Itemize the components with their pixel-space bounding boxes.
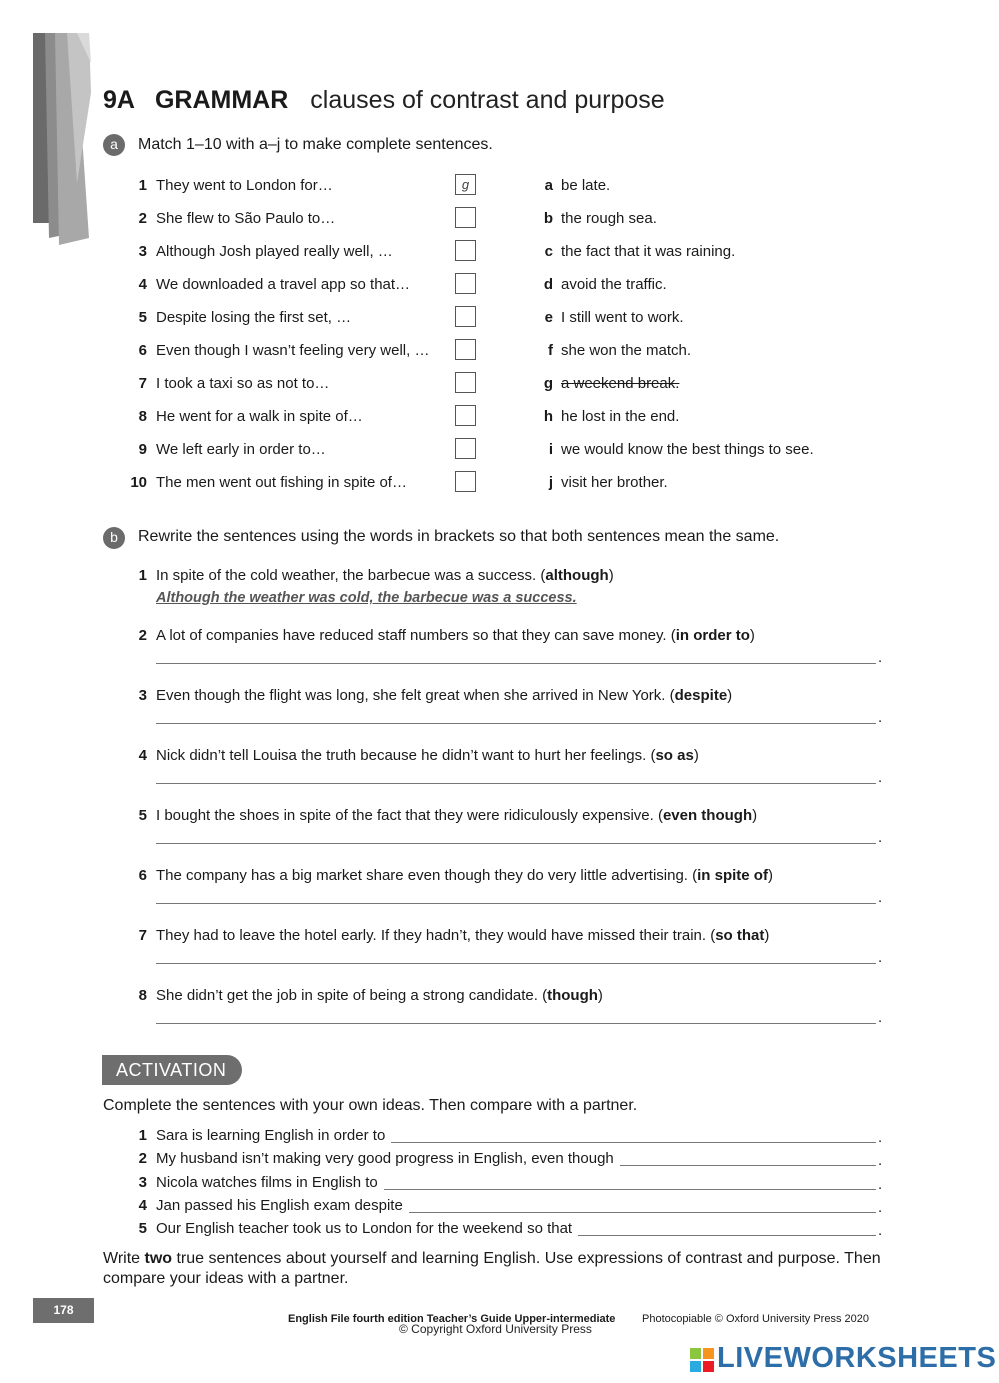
item-number: 1 (138, 567, 147, 584)
rewrite-item (0, 807, 999, 847)
sentence-ending: be late. (561, 177, 611, 194)
sentence-text: Nick didn’t tell Louisa the truth because he didn’t want to hurt her feelings. (so as) (156, 747, 699, 764)
keyword: so as (655, 747, 694, 764)
item-number: 8 (138, 987, 147, 1004)
activation-instruction: Complete the sentences with your own ideas. Then compare with a partner. (103, 1097, 638, 1114)
rewrite-item (0, 867, 999, 907)
part-b-badge: b (103, 527, 125, 549)
sentence-start: Despite losing the first set, … (156, 309, 352, 326)
item-number: 4 (138, 1197, 147, 1214)
item-number: 4 (138, 747, 147, 764)
answer-box[interactable]: g (455, 174, 476, 195)
line-end: . (878, 649, 883, 666)
sentence-ending: avoid the traffic. (561, 276, 667, 293)
answer-box[interactable] (455, 438, 476, 459)
line-end: . (878, 949, 883, 966)
section-subtitle: clauses of contrast and purpose (310, 86, 665, 114)
line-end: . (878, 1009, 883, 1026)
line-end: . (878, 1199, 883, 1216)
answer-box[interactable] (455, 240, 476, 261)
line-end: . (878, 889, 883, 906)
rewrite-item (0, 747, 999, 787)
sentence-start: The men went out fishing in spite of… (156, 474, 407, 491)
answer-box[interactable] (455, 372, 476, 393)
book-title: English File fourth edition Teacher’s Guide Upper-intermediate (288, 1313, 616, 1325)
part-a-instruction: Match 1–10 with a–j to make complete sentences. (138, 136, 493, 153)
ending-letter: d (543, 276, 553, 293)
sentence-start: My husband isn’t making very good progress in English, even though (156, 1150, 614, 1167)
answer-box[interactable] (455, 339, 476, 360)
sentence-ending: the rough sea. (561, 210, 657, 227)
ending-letter: c (544, 243, 553, 260)
ending-letter: e (544, 309, 553, 326)
sentence-ending: visit her brother. (561, 474, 668, 491)
item-number: 6 (138, 342, 147, 359)
answer-line[interactable] (620, 1165, 876, 1166)
match-row (0, 441, 999, 465)
sentence-start: She flew to São Paulo to… (156, 210, 336, 227)
sentence-text: A lot of companies have reduced staff numbers so that they can save money. (in order to) (156, 627, 755, 644)
answer-line[interactable] (409, 1212, 876, 1213)
item-number: 1 (138, 177, 147, 194)
sentence-start: Jan passed his English exam despite (156, 1197, 403, 1214)
sentence-text: They had to leave the hotel early. If they hadn’t, they would have missed their train. (so that) (156, 927, 770, 944)
item-number: 1 (138, 1127, 147, 1144)
keyword: even though (662, 807, 753, 824)
answer-line[interactable] (156, 903, 876, 904)
sentence-ending: she won the match. (561, 342, 692, 359)
sentence-start: Sara is learning English in order to (156, 1127, 386, 1144)
item-number: 2 (138, 627, 147, 644)
rewrite-item (0, 627, 999, 667)
answer-line[interactable] (156, 783, 876, 784)
keyword: despite (674, 687, 728, 704)
item-number: 5 (138, 309, 147, 326)
sentence-ending: he lost in the end. (561, 408, 680, 425)
item-number: 2 (138, 1150, 147, 1167)
sentence-ending: a weekend break. (561, 375, 680, 392)
sentence-start: I took a taxi so as not to… (156, 375, 330, 392)
sentence-start: We left early in order to… (156, 441, 326, 458)
sentence-text: In spite of the cold weather, the barbecue was a success. (although) (156, 567, 614, 584)
sentence-text: Even though the flight was long, she felt great when she arrived in New York. (despite) (156, 687, 733, 704)
rewrite-item (0, 567, 999, 607)
item-number: 6 (138, 867, 147, 884)
match-row (0, 309, 999, 333)
line-end: . (878, 1129, 883, 1146)
ending-letter: h (543, 408, 553, 425)
item-number: 3 (138, 243, 147, 260)
ending-letter: j (548, 474, 553, 491)
match-row (0, 342, 999, 366)
rewrite-item (0, 687, 999, 727)
line-end: . (878, 769, 883, 786)
answer-box[interactable] (455, 306, 476, 327)
sentence-ending: the fact that it was raining. (561, 243, 736, 260)
ending-letter: g (543, 375, 553, 392)
activation-banner: ACTIVATION (102, 1055, 242, 1085)
sentence-start: Nicola watches films in English to (156, 1174, 378, 1191)
answer-line[interactable] (156, 963, 876, 964)
writing-task: Write two true sentences about yourself and learning English. Use expressions of contrast and purpose. Then compare your ideas with a partner. (103, 1250, 881, 1287)
item-number: 2 (138, 210, 147, 227)
activation-item (0, 1220, 999, 1240)
activation-item (0, 1127, 999, 1147)
item-number: 5 (138, 1220, 147, 1237)
answer-line[interactable] (156, 843, 876, 844)
sentence-start: Our English teacher took us to London for the weekend so that (156, 1220, 573, 1237)
answer-line[interactable] (156, 1023, 876, 1024)
item-number: 8 (138, 408, 147, 425)
match-row (0, 408, 999, 432)
page-title (103, 84, 665, 116)
sentence-text: I bought the shoes in spite of the fact that they were ridiculously expensive. (even though) (156, 807, 758, 824)
item-number: 10 (130, 474, 147, 491)
match-row (0, 474, 999, 498)
rewrite-item (0, 927, 999, 967)
activation-item (0, 1174, 999, 1194)
answer-box[interactable] (455, 471, 476, 492)
item-number: 3 (138, 687, 147, 704)
unit-code: 9A (103, 86, 135, 114)
section-name: GRAMMAR (154, 86, 289, 114)
sentence-start: Even though I wasn’t feeling very well, … (156, 342, 430, 359)
sentence-text: She didn’t get the job in spite of being a strong candidate. (though) (156, 987, 603, 1004)
ending-letter: b (543, 210, 553, 227)
item-number: 7 (138, 375, 147, 392)
example-answer: Although the weather was cold, the barbecue was a success. (156, 590, 577, 606)
answer-box[interactable] (455, 207, 476, 228)
page-number: 178 (33, 1298, 94, 1323)
rewrite-item (0, 987, 999, 1027)
activation-item (0, 1150, 999, 1170)
keyword: although (545, 567, 609, 584)
line-end: . (878, 1176, 883, 1193)
match-row (0, 210, 999, 234)
liveworksheets-brand[interactable]: LIVEWORKSHEETS (717, 1342, 997, 1374)
item-number: 7 (138, 927, 147, 944)
answer-line[interactable] (391, 1142, 876, 1143)
part-a-badge: a (103, 134, 125, 156)
sentence-start: Although Josh played really well, … (156, 243, 393, 260)
line-end: . (878, 829, 883, 846)
copyright-notice: © Copyright Oxford University Press (399, 1322, 592, 1336)
sentence-start: He went for a walk in spite of… (156, 408, 363, 425)
match-row (0, 276, 999, 300)
liveworksheets-logo-icon (690, 1344, 716, 1374)
answer-box[interactable] (455, 273, 476, 294)
ending-letter: i (548, 441, 553, 458)
part-b-instruction: Rewrite the sentences using the words in brackets so that both sentences mean the same. (138, 528, 780, 545)
answer-line[interactable] (156, 663, 876, 664)
item-number: 5 (138, 807, 147, 824)
item-number: 3 (138, 1174, 147, 1191)
sentence-start: They went to London for… (156, 177, 333, 194)
ending-letter: f (548, 342, 553, 359)
match-row (0, 375, 999, 399)
answer-line[interactable] (156, 723, 876, 724)
answer-box[interactable] (455, 405, 476, 426)
keyword: so that (715, 927, 765, 944)
keyword: though (547, 987, 598, 1004)
line-end: . (878, 709, 883, 726)
line-end: . (878, 1152, 883, 1169)
photocopiable-notice: Photocopiable © Oxford University Press 2020 (642, 1313, 869, 1325)
match-row (0, 243, 999, 267)
match-row (0, 177, 999, 201)
sentence-start: We downloaded a travel app so that… (156, 276, 411, 293)
sentence-text: The company has a big market share even though they do very little advertising. (in spite of) (156, 867, 773, 884)
answer-line[interactable] (578, 1235, 876, 1236)
item-number: 9 (138, 441, 147, 458)
answer-line[interactable] (384, 1189, 876, 1190)
line-end: . (878, 1222, 883, 1239)
keyword: in order to (675, 627, 750, 644)
activation-item (0, 1197, 999, 1217)
sentence-ending: I still went to work. (561, 309, 684, 326)
item-number: 4 (138, 276, 147, 293)
sentence-ending: we would know the best things to see. (561, 441, 814, 458)
keyword: in spite of (697, 867, 768, 884)
ending-letter: a (544, 177, 553, 194)
